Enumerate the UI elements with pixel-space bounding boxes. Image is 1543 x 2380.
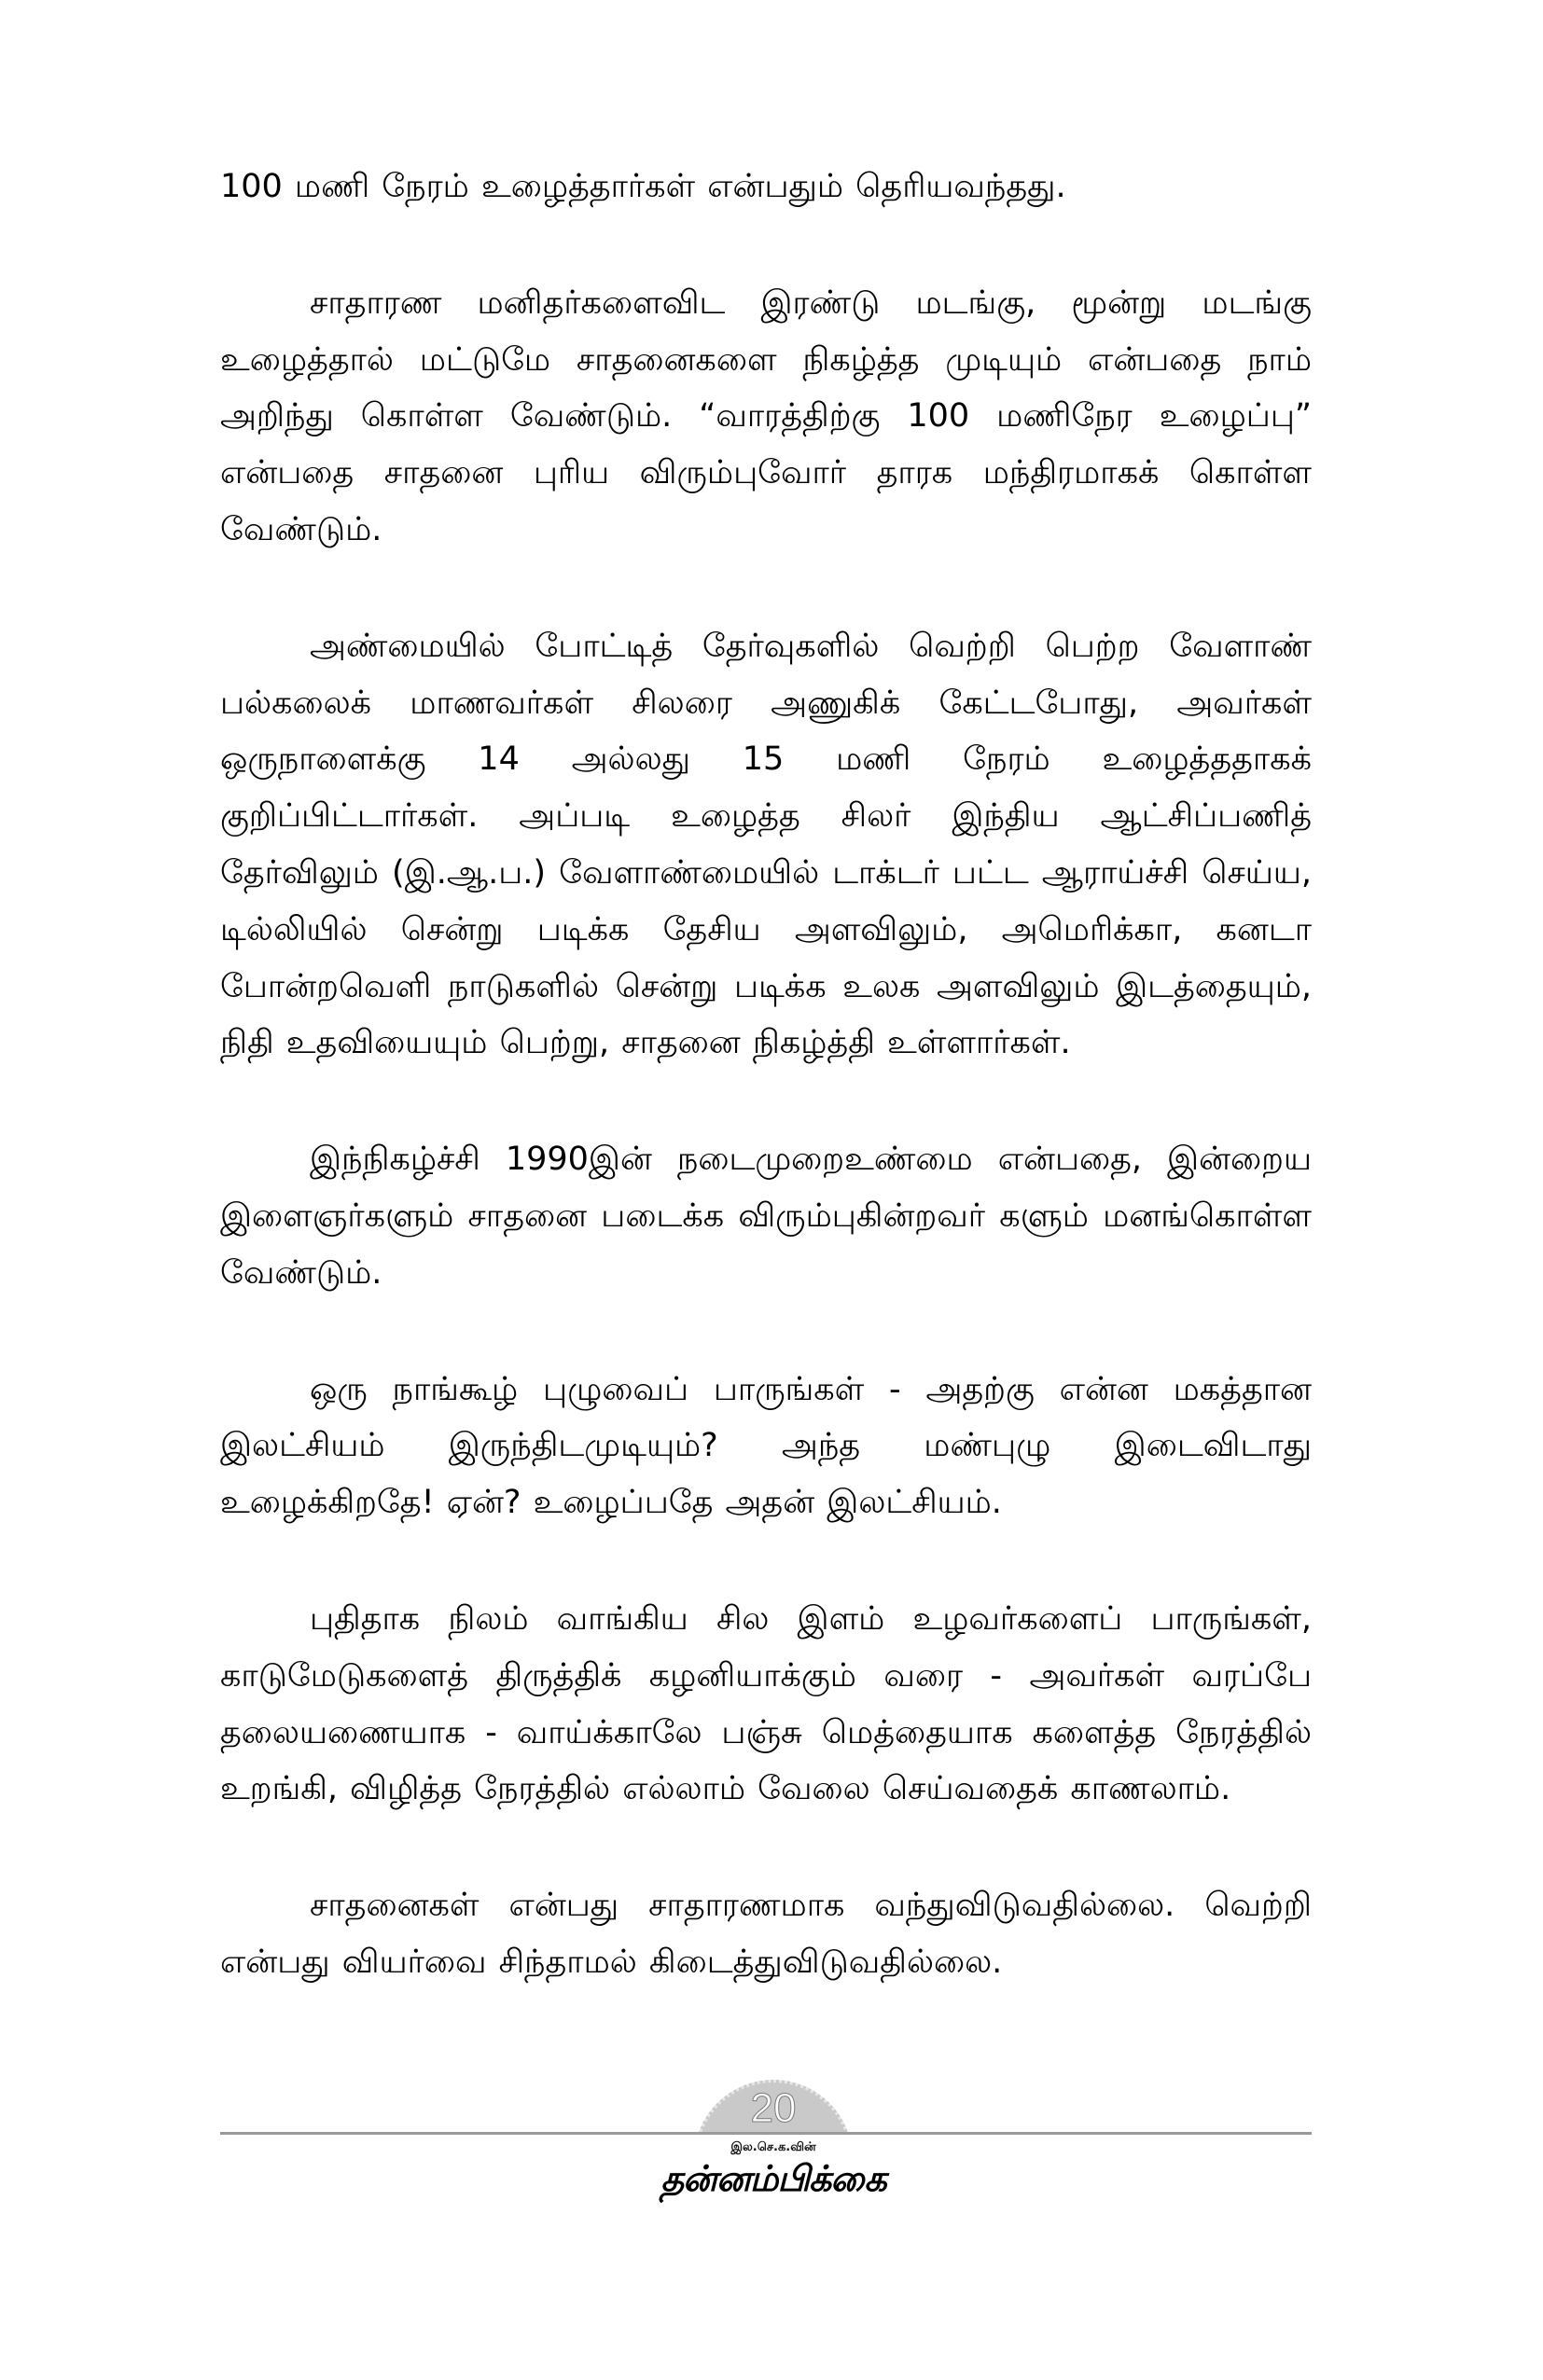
paragraph-2: சாதாரண மனிதர்களைவிட இரண்டு மடங்கு, மூன்று மடங்கு உழைத்தால் மட்டுமே சாதனைகளை நிகழ்த்த முடியும் என்பதை நாம் அறிந்து கொள்ள வேண்டும். “வாரத்திற்கு 100 மணிநேர உழைப்பு” என்பதை சாதனை புரிய விரும்புவோர் தாரக மந்திரமாகக் கொள்ள வேண்டும். bbox=[220, 284, 1312, 548]
paragraph-3: அண்மையில் போட்டித் தேர்வுகளில் வெற்றி பெற்ற வேளாண் பல்கலைக் மாணவர்கள் சிலரை அணுகிக் கேட்டபோது, அவர்கள் ஒருநாளைக்கு 14 அல்லது 15 மணி நேரம் உழைத்ததாகக் குறிப்பிட்டார்கள். அப்படி உழைத்த சிலர் இந்திய ஆட்சிப்பணித் தேர்விலும் (இ.ஆ.ப.) வேளாண்மையில் டாக்டர் பட்ட ஆராய்ச்சி செய்ய, டில்லியில் சென்று படிக்க தேசிய அளவிலும், அமெரிக்கா, கனடா போன்றவெளி நாடுகளில் சென்று படிக்க உலக அளவிலும் இடத்தையும், நிதி உதவியையும் பெற்று, சாதனை நிகழ்த்தி உள்ளார்கள். bbox=[220, 627, 1312, 1062]
page-number-badge bbox=[694, 2080, 853, 2132]
logo-top-text: இல.செ.க.வின் bbox=[730, 2140, 816, 2154]
page-footer bbox=[0, 2080, 1543, 2304]
page-number: 20 bbox=[750, 2085, 797, 2131]
paragraph-7: சாதனைகள் என்பது சாதாரணமாக வந்துவிடுவதில்லை. வெற்றி என்பது வியர்வை சிந்தாமல் கிடைத்துவிடுவதில்லை. bbox=[220, 1887, 1312, 1981]
footer-divider bbox=[220, 2132, 1312, 2135]
page-body bbox=[220, 159, 1312, 1991]
paragraph-1: 100 மணி நேரம் உழைத்தார்கள் என்பதும் தெரியவந்தது. bbox=[220, 168, 1066, 205]
paragraph-4: இந்நிகழ்ச்சி 1990இன் நடைமுறைஉண்மை என்பதை, இன்றைய இளைஞர்களும் சாதனை படைக்க விரும்புகின்றவர் களும் மனங்கொள்ள வேண்டும். bbox=[220, 1141, 1312, 1292]
paragraph-5: ஒரு நாங்கூழ் புழுவைப் பாருங்கள் - அதற்கு என்ன மகத்தான இலட்சியம் இருந்திடமுடியும்? அந்த மண்புழு இடைவிடாது உழைக்கிறதே! ஏன்? உழைப்பதே அதன் இலட்சியம். bbox=[220, 1370, 1312, 1522]
paragraph-6: புதிதாக நிலம் வாங்கிய சில இளம் உழவர்களைப் பாருங்கள், காடுமேடுகளைத் திருத்திக் கழனியாக்கும் வரை - அவர்கள் வரப்பே தலையணையாக - வாய்க்காலே பஞ்சு மெத்தையாக களைத்த நேரத்தில் உறங்கி, விழித்த நேரத்தில் எல்லாம் வேலை செய்வதைக் காணலாம். bbox=[220, 1599, 1312, 1808]
magazine-logo bbox=[619, 2139, 927, 2223]
logo-main-text: தன்னம்பிக்கை bbox=[660, 2158, 886, 2199]
